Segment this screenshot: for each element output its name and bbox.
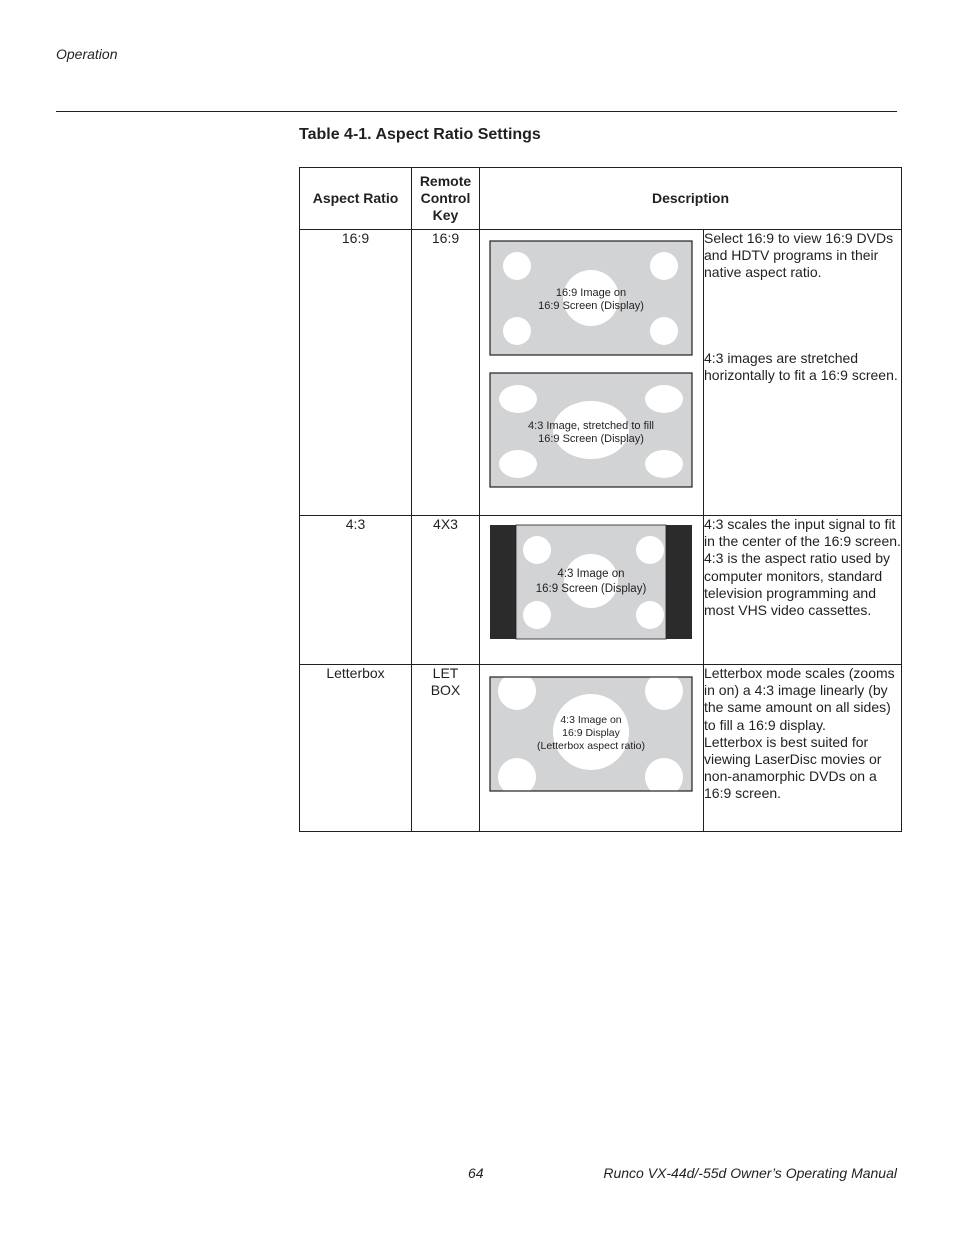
diagram-caption-line: 4:3 Image on xyxy=(560,714,622,726)
table-row xyxy=(300,230,902,516)
corner-circle xyxy=(650,252,678,280)
figure-cell xyxy=(480,230,704,516)
aspect-diagram-4x3 xyxy=(480,516,702,663)
diagram-caption-line: (Letterbox aspect ratio) xyxy=(537,740,645,752)
center-circle xyxy=(564,554,618,608)
description-cell xyxy=(704,665,902,832)
header-rule xyxy=(56,111,897,112)
table-row xyxy=(300,516,902,665)
corner-circle xyxy=(523,601,551,629)
diagram-caption-line: 16:9 Image on xyxy=(555,287,627,299)
corner-circle xyxy=(503,252,531,280)
diagram-caption-line: 4:3 Image on xyxy=(557,568,625,580)
aspect-diagram-letterbox xyxy=(480,665,702,830)
corner-ellipse xyxy=(499,385,537,413)
ratio-cell: 16:9 xyxy=(300,230,412,516)
remote-key-cell: 4X3 xyxy=(412,516,480,665)
diagram-letterbox-on-16x9 xyxy=(490,672,692,796)
diagram-caption-line: 4:3 Image, stretched to fill xyxy=(528,420,654,432)
corner-ellipse xyxy=(645,385,683,413)
ratio-cell: 4:3 xyxy=(300,516,412,665)
corner-ellipse xyxy=(499,450,537,478)
description-paragraph: Letterbox mode scales (zooms in on) a 4:3 image linearly (by the same amount on all sides) to fill a 16:9 display. xyxy=(704,665,895,733)
aspect-diagrams-16x9 xyxy=(480,230,702,514)
description-cell xyxy=(704,516,902,665)
description-paragraph: 4:3 scales the input signal to fit in the center of the 16:9 screen. 4:3 is the aspect ratio used by computer monitors, standard television programming and most VHS video cassettes. xyxy=(704,516,901,619)
description-paragraph: 4:3 images are stretched horizontally to fit a 16:9 screen. xyxy=(704,349,898,383)
diagram-4x3-on-16x9 xyxy=(490,525,692,639)
description-paragraph: Letterbox is best suited for viewing LaserDisc movies or non-anamorphic DVDs on a 16:9 screen. xyxy=(704,733,882,802)
remote-key-cell: 16:9 xyxy=(412,230,480,516)
corner-ellipse xyxy=(645,450,683,478)
diagram-16x9-on-16x9 xyxy=(490,241,692,355)
table-row xyxy=(300,665,902,832)
ratio-cell: Letterbox xyxy=(300,665,412,832)
header-remote-control-key: Remote Control Key xyxy=(412,168,480,230)
diagram-caption-line: 16:9 Screen (Display) xyxy=(538,300,644,312)
corner-circle xyxy=(645,672,683,710)
figure-cell xyxy=(480,665,704,832)
table-header-row xyxy=(300,168,902,230)
corner-circle xyxy=(498,758,536,796)
remote-key-cell: LET BOX xyxy=(412,665,480,832)
corner-circle xyxy=(636,536,664,564)
corner-circle xyxy=(650,317,678,345)
page-number: 64 xyxy=(468,1165,484,1181)
diagram-caption-line: 16:9 Screen (Display) xyxy=(538,433,644,445)
header-aspect-ratio: Aspect Ratio xyxy=(300,168,412,230)
aspect-ratio-table xyxy=(299,167,902,832)
corner-circle xyxy=(645,758,683,796)
corner-circle xyxy=(636,601,664,629)
corner-circle xyxy=(503,317,531,345)
manual-title: Runco VX-44d/-55d Owner’s Operating Manual xyxy=(603,1165,897,1181)
diagram-caption-line: 16:9 Screen (Display) xyxy=(535,583,647,595)
corner-circle xyxy=(523,536,551,564)
description-paragraph: Select 16:9 to view 16:9 DVDs and HDTV programs in their native aspect ratio. xyxy=(704,230,894,281)
figure-cell xyxy=(480,516,704,665)
diagram-4x3-stretched-16x9 xyxy=(490,373,692,487)
header-description: Description xyxy=(480,168,902,230)
table-caption: Table 4-1. Aspect Ratio Settings xyxy=(299,126,541,143)
diagram-caption-line: 16:9 Display xyxy=(562,727,620,739)
running-head: Operation xyxy=(56,46,118,62)
description-cell xyxy=(704,230,902,516)
corner-circle xyxy=(498,672,536,710)
